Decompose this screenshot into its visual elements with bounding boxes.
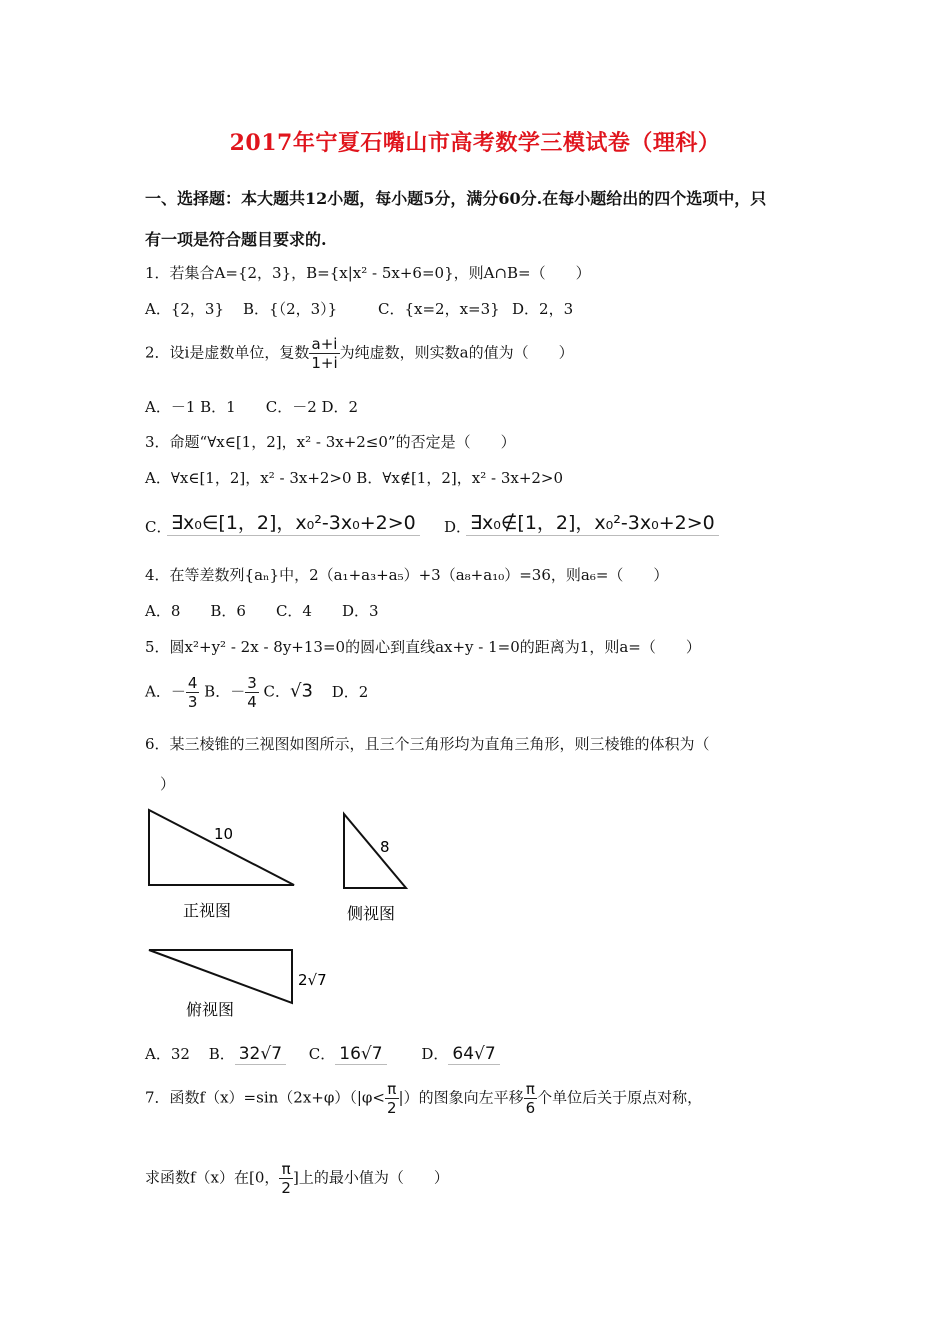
question-2-fraction [309,335,339,372]
front-view-caption: 正视图 [183,901,232,920]
question-1-text: 1．若集合A={2，3}，B={x|x² - 5x+6=0}，则A∩B=（ ） [145,264,591,282]
question-5-option-b-fraction [245,674,259,711]
top-view-side-label: 2√7 [298,971,327,989]
fraction-numerator: 4 [187,674,198,692]
question-3-option-c-expression: ∃x₀∈[1，2]，x₀²-3x₀+2>0 [167,508,420,536]
question-5-option-a-fraction [186,674,200,711]
fraction-numerator: a+i [309,335,339,354]
question-7-mid: |）的图象向左平移 [398,1088,524,1107]
question-6-options [145,1043,500,1065]
question-4-options: A．8 B．6 C．4 D．3 [145,602,379,620]
question-3-options-ab: A．∀x∈[1，2]，x² - 3x+2>0 B．∀x∉[1，2]，x² - 3x+2>0 [145,469,564,487]
question-7-fraction-1 [385,1080,399,1117]
question-5-option-d: D．2 [331,682,369,701]
fraction-numerator: π [524,1080,538,1099]
question-7-line2 [145,1160,449,1197]
fraction-numerator: π [279,1160,293,1179]
question-7-line2-post: ]上的最小值为（ ） [292,1168,449,1187]
question-5-options [145,674,368,711]
fraction-denominator: 4 [247,693,257,711]
fraction-denominator: 3 [187,693,198,711]
question-5-text: 5．圆x²+y² - 2x - 8y+13=0的圆心到直线ax+y - 1=0的距离为1，则a=（ ） [145,638,701,656]
three-view-figure [140,800,420,1030]
question-7-pre: 7．函数f（x）=sin（2x+φ）（|φ< [145,1088,385,1107]
section-heading-line1: 一、选择题：本大题共12小题，每小题5分，满分60分.在每小题给出的四个选项中，只 [145,189,767,208]
question-1-option-b: B．{（2，3）} [243,300,338,318]
question-5-option-c-label: C． [263,682,291,701]
question-7-fraction-3 [279,1160,293,1197]
fraction-denominator: 1+i [311,354,338,372]
fraction-denominator: 6 [525,1099,536,1117]
fraction-denominator: 2 [386,1099,397,1117]
question-1-option-a: A．{2，3} [145,300,225,318]
question-6-option-d-label: D． [421,1045,449,1063]
question-5-option-a-label: A．－ [145,682,186,701]
question-6-option-b-label: B． [208,1045,235,1063]
side-view-caption: 侧视图 [347,904,396,923]
question-1-option-d: D．2，3 [512,300,574,318]
question-2-post: 为纯虚数，则实数a的值为（ ） [339,343,574,362]
question-3-option-c-label: C． [145,518,172,536]
question-5-option-c-value: √3 [290,680,313,702]
question-6-option-a: A．32 [145,1045,190,1063]
question-6-option-b-value: 32√7 [235,1044,286,1065]
question-2-options: A．－1 B．1 C．－2 D．2 [145,398,359,416]
side-view-hypotenuse-label: 8 [380,838,390,856]
question-4-text: 4．在等差数列{aₙ}中，2（a₁+a₃+a₅）+3（a₈+a₁₀）=36，则a₆=（ ） [145,566,669,584]
question-3-option-d-label: D． [444,518,472,536]
question-6-option-c-label: C． [308,1045,336,1063]
question-2-text [145,335,574,372]
question-2-pre: 2．设i是虚数单位，复数 [145,343,310,362]
question-5-option-b-label: B．－ [204,682,246,701]
question-7-line2-pre: 求函数f（x）在[0， [145,1168,280,1187]
fraction-denominator: 2 [281,1179,291,1197]
question-6-line2: ） [160,775,176,793]
question-7-line1 [145,1080,702,1117]
section-heading-line2: 有一项是符合题目要求的. [145,230,327,249]
question-3-option-d-expression: ∃x₀∉[1，2]，x₀²-3x₀+2>0 [466,508,719,536]
front-view-triangle [149,810,294,885]
question-3-text: 3．命题“∀x∈[1，2]，x² - 3x+2≤0”的否定是（ ） [145,433,516,451]
question-1-option-c: C．{x=2，x=3} [378,300,500,318]
question-7-fraction-2 [524,1080,538,1117]
question-6-line1: 6．某三棱锥的三视图如图所示，且三个三角形均为直角三角形，则三棱锥的体积为（ [145,735,710,753]
top-view-caption: 俯视图 [186,1000,235,1019]
fraction-numerator: 3 [247,674,257,692]
fraction-numerator: π [385,1080,399,1099]
page-title: 2017年宁夏石嘴山市高考数学三模试卷（理科） [229,130,721,156]
question-6-option-d-value: 64√7 [448,1044,499,1065]
top-view-triangle [149,950,292,1003]
question-6-option-c-value: 16√7 [335,1044,386,1065]
side-view-triangle [344,814,406,888]
question-7-post: 个单位后关于原点对称， [537,1088,703,1107]
front-view-hypotenuse-label: 10 [214,825,234,843]
